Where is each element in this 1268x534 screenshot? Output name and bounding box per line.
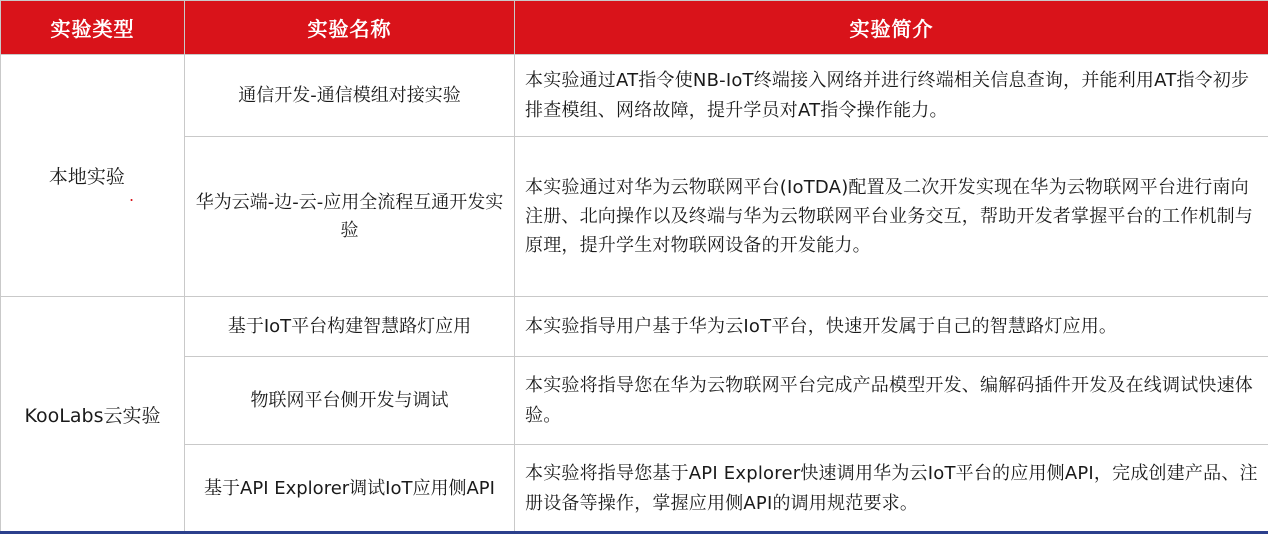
table-header xyxy=(1,1,1268,55)
cell-name: 物联网平台侧开发与调试 xyxy=(185,357,515,445)
table-row xyxy=(1,137,1268,297)
table-body xyxy=(1,55,1268,533)
table-row xyxy=(1,55,1268,137)
table-row xyxy=(1,297,1268,357)
table-row xyxy=(1,357,1268,445)
column-header-name: 实验名称 xyxy=(185,1,515,55)
table-row xyxy=(1,445,1268,533)
column-header-desc: 实验简介 xyxy=(515,1,1268,55)
cell-name: 通信开发-通信模组对接实验 xyxy=(185,55,515,137)
column-header-type: 实验类型 xyxy=(1,1,185,55)
cell-desc: 本实验将指导您基于API Explorer快速调用华为云IoT平台的应用侧API，完成创建产品、注册设备等操作，掌握应用侧API的调用规范要求。 xyxy=(515,445,1268,533)
table-header-row xyxy=(1,1,1268,55)
red-dot-mark: . xyxy=(128,186,135,205)
cell-name: 华为云端-边-云-应用全流程互通开发实验 xyxy=(185,137,515,297)
type-label-local: 本地实验 xyxy=(48,166,125,188)
cell-type-koolabs: KooLabs云实验 xyxy=(1,297,185,533)
cell-desc: 本实验通过对华为云物联网平台(IoTDA)配置及二次开发实现在华为云物联网平台进行南向注册、北向操作以及终端与华为云物联网平台业务交互，帮助开发者掌握平台的工作机制与原理，提升学生对物联网设备的开发能力。 xyxy=(515,137,1268,297)
cell-name: 基于API Explorer调试IoT应用侧API xyxy=(185,445,515,533)
cell-desc: 本实验通过AT指令使NB-IoT终端接入网络并进行终端相关信息查询，并能利用AT指令初步排查模组、网络故障，提升学员对AT指令操作能力。 xyxy=(515,55,1268,137)
cell-type-local xyxy=(1,55,185,297)
cell-desc: 本实验指导用户基于华为云IoT平台，快速开发属于自己的智慧路灯应用。 xyxy=(515,297,1268,357)
cell-name: 基于IoT平台构建智慧路灯应用 xyxy=(185,297,515,357)
cell-desc: 本实验将指导您在华为云物联网平台完成产品模型开发、编解码插件开发及在线调试快速体验。 xyxy=(515,357,1268,445)
